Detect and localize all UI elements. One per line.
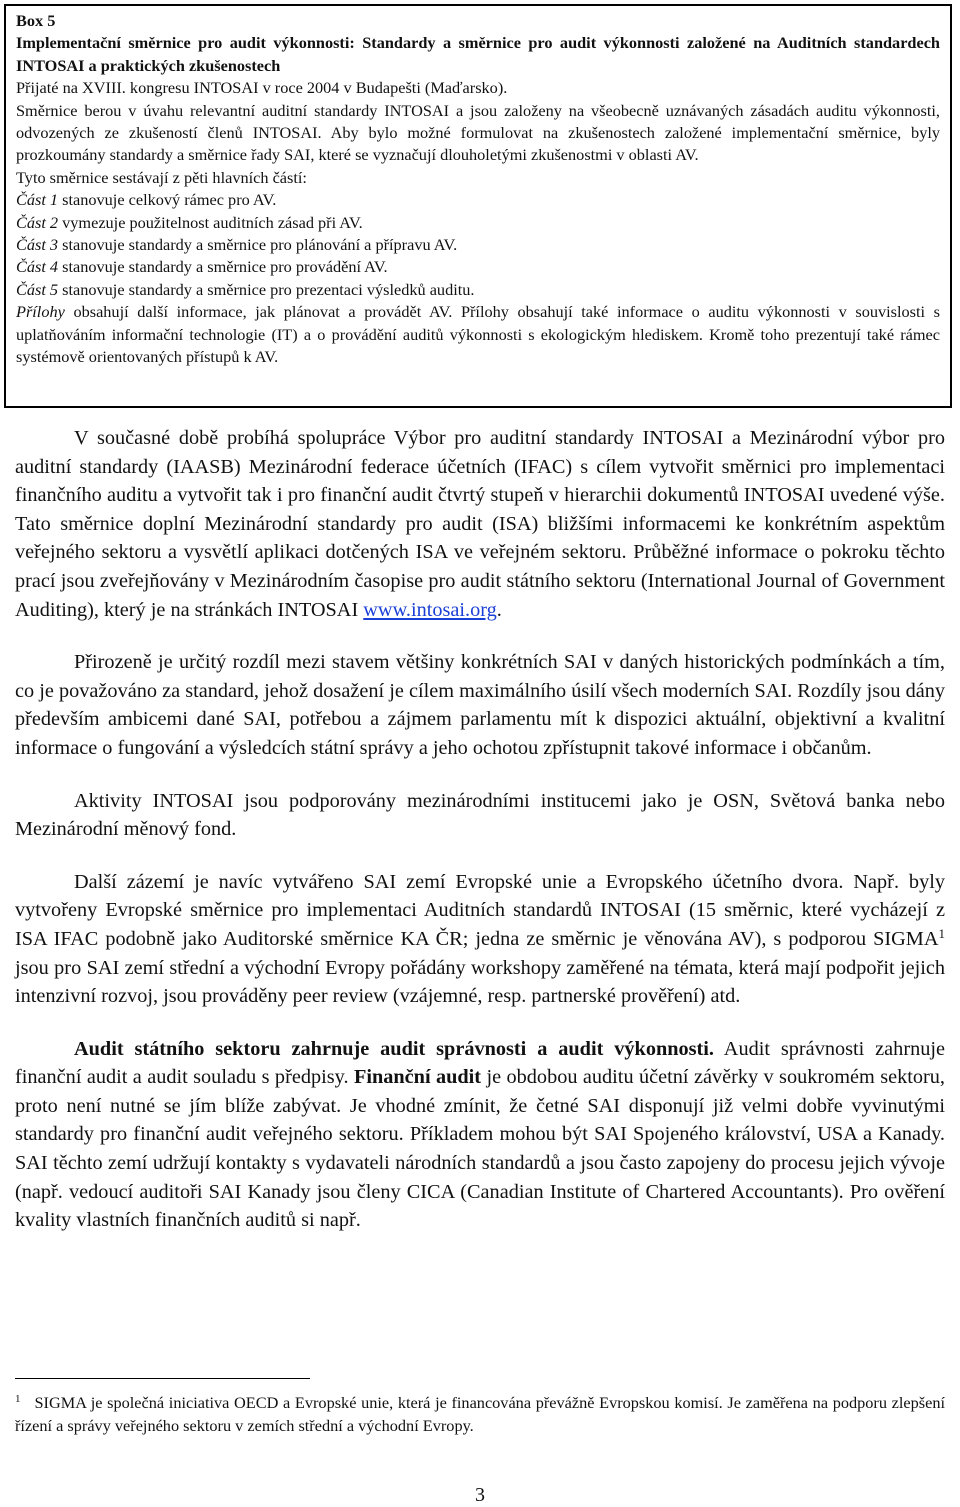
part-label: Část 5 xyxy=(16,279,59,299)
footnote-text: SIGMA je společná iniciativa OECD a Evropské unie, která je financována převážně Evropskou komisí. Je zaměřena na podporu zlepšení řízení a správy veřejného sektoru v zemích střední a východní Evropy. xyxy=(15,1393,945,1435)
paragraph-eu: Další zázemí je navíc vytvářeno SAI zemí Evropské unie a Evropského účetního dvora. Např. byly vytvořeny Evropské směrnice pro implementaci Auditních standardů INTOSAI (15 směrnic, které vycházejí z ISA IFAC podobně jako Auditorské směrnice KA ČR; jedna ze směrnic je věnována AV), s podporou SIGMA$^1$ jsou pro SAI zemí střední a východní Evropy pořádány workshopy zaměřené na témata, která mají podpořit jejich intenzivní rozvoj, jsou prováděny peer review (vzájemné, resp. partnerské prověření) atd. xyxy=(15,870,945,1008)
page-number: 3 xyxy=(475,1484,485,1506)
part-label: Část 3 xyxy=(16,235,59,255)
part-text: stanovuje standardy a směrnice pro provádění AV. xyxy=(58,257,388,277)
box-part-item xyxy=(16,256,940,278)
part-text: vymezuje použitelnost auditních zásad při AV. xyxy=(58,212,363,232)
info-box xyxy=(4,4,952,408)
part-text: stanovuje standardy a směrnice pro prezentaci výsledků auditu. xyxy=(58,279,475,299)
box-label: Box 5 xyxy=(16,11,56,30)
paragraph-differences: Přirozeně je určitý rozdíl mezi stavem většiny konkrétních SAI v daných historických podmínkách a tím, co je považováno za standard, jehož dosažení je cílem maximálního úsilí všech moderních SAI. Rozdíly jsou dány především ambicemi dané SAI, potřebou a zájmem parlamentu mít k dispozici aktuální, objektivní a kvalitní informace o fungování a výsledcích státní správy a jeho ochotou zpřístupnit takové informace i občanům. xyxy=(15,651,945,759)
part-text: stanovuje celkový rámec pro AV. xyxy=(58,190,277,210)
part-label: Část 4 xyxy=(16,257,59,277)
part-label: Část 1 xyxy=(16,190,59,210)
box-adopted: Přijaté na XVIII. kongresu INTOSAI v roce 2004 v Budapešti (Maďarsko). xyxy=(16,78,508,98)
paragraph-cooperation: V současné době probíhá spolupráce Výbor pro auditní standardy INTOSAI a Mezinárodní výbor pro auditní standardy (IAASB) Mezinárodní federace účetních (IFAC) s cílem vytvořit směrnici pro implementaci finančního auditu a vytvořit tak i pro finanční audit čtvrtý stupeň v hierarchii dokumentů INTOSAI uvedené výše. Tato směrnice doplní Mezinárodní standardy pro audit (ISA) bližšími informacemi ke konkrétním aspektům veřejného sektoru a vysvětlí aplikaci dotčených ISA ve veřejném sektoru. Průběžné informace o pokroku těchto prací jsou zveřejňovány v Mezinárodním časopise pro audit státního sektoru (International Journal of Government Auditing), který je na stránkách INTOSAI www.intosai.org. xyxy=(15,427,945,621)
part-label: Část 2 xyxy=(16,212,59,232)
box-part-item xyxy=(16,234,940,256)
box-part-item xyxy=(16,212,940,234)
annex-label: Přílohy xyxy=(16,302,65,322)
box-parts-intro: Tyto směrnice sestávají z pěti hlavních částí: xyxy=(16,167,307,187)
part-text: stanovuje standardy a směrnice pro plánování a přípravu AV. xyxy=(58,235,458,255)
box-part-item xyxy=(16,189,940,211)
footnote-number: 1 xyxy=(15,1393,21,1405)
footnote xyxy=(15,1392,945,1437)
box-intro: Směrnice berou v úvahu relevantní auditní standardy INTOSAI a jsou založeny na všeobecně uznávaných zásadách auditu výkonnosti, odvozených ze zkušeností členů INTOSAI. Aby bylo možné formulovat na zkušenostech založené implementační směrnice, byly prozkoumány standardy a směrnice řady SAI, které se vyznačují dlouholetými zkušenostmi v oblasti AV. xyxy=(16,100,940,165)
intosai-link[interactable]: www.intosai.org xyxy=(363,598,497,621)
footnote-divider xyxy=(15,1378,310,1379)
box-annex xyxy=(16,301,940,368)
box-title: Implementační směrnice pro audit výkonnosti: Standardy a směrnice pro audit výkonnosti založené na Auditních standardech INTOSAI a praktických zkušenostech xyxy=(16,33,940,75)
paragraph-activities: Aktivity INTOSAI jsou podporovány mezinárodními institucemi jako je OSN, Světová banka nebo Mezinárodní měnový fond. xyxy=(15,789,945,841)
box-part-item xyxy=(16,279,940,301)
paragraph-audit-types: Audit státního sektoru zahrnuje audit správnosti a audit výkonnosti. Audit správnosti zahrnuje finanční audit a audit souladu s předpisy. Finanční audit je obdobou auditu účetní závěrky v soukromém sektoru, proto není nutné se jím blíže zabývat. Je vhodné zmínit, že četné SAI disponují již velmi dobře vyvinutými standardy pro finanční audit veřejného sektoru. Příkladem mohou být SAI Spojeného království, USA a Kanady. SAI těchto zemí udržují kontakty s vydavateli národních standardů a jsou často zapojeny do procesu jejich vývoje (např. vedoucí auditoři SAI Kanady jsou členy CICA (Canadian Institute of Chartered Accountants). Pro ověření kvality vlastních finančních auditů si např. xyxy=(15,1037,945,1232)
annex-text: obsahují další informace, jak plánovat a provádět AV. Přílohy obsahují také informace o auditu výkonnosti v souvislosti s uplatňováním informační technologie (IT) a o provádění auditů výkonnosti s ekologickým hlediskem. Kromě toho prezentují také rámec systémově orientovaných přístupů k AV. xyxy=(16,302,940,367)
main-text xyxy=(15,424,945,1235)
footnote-ref[interactable]: 1 xyxy=(938,925,945,941)
